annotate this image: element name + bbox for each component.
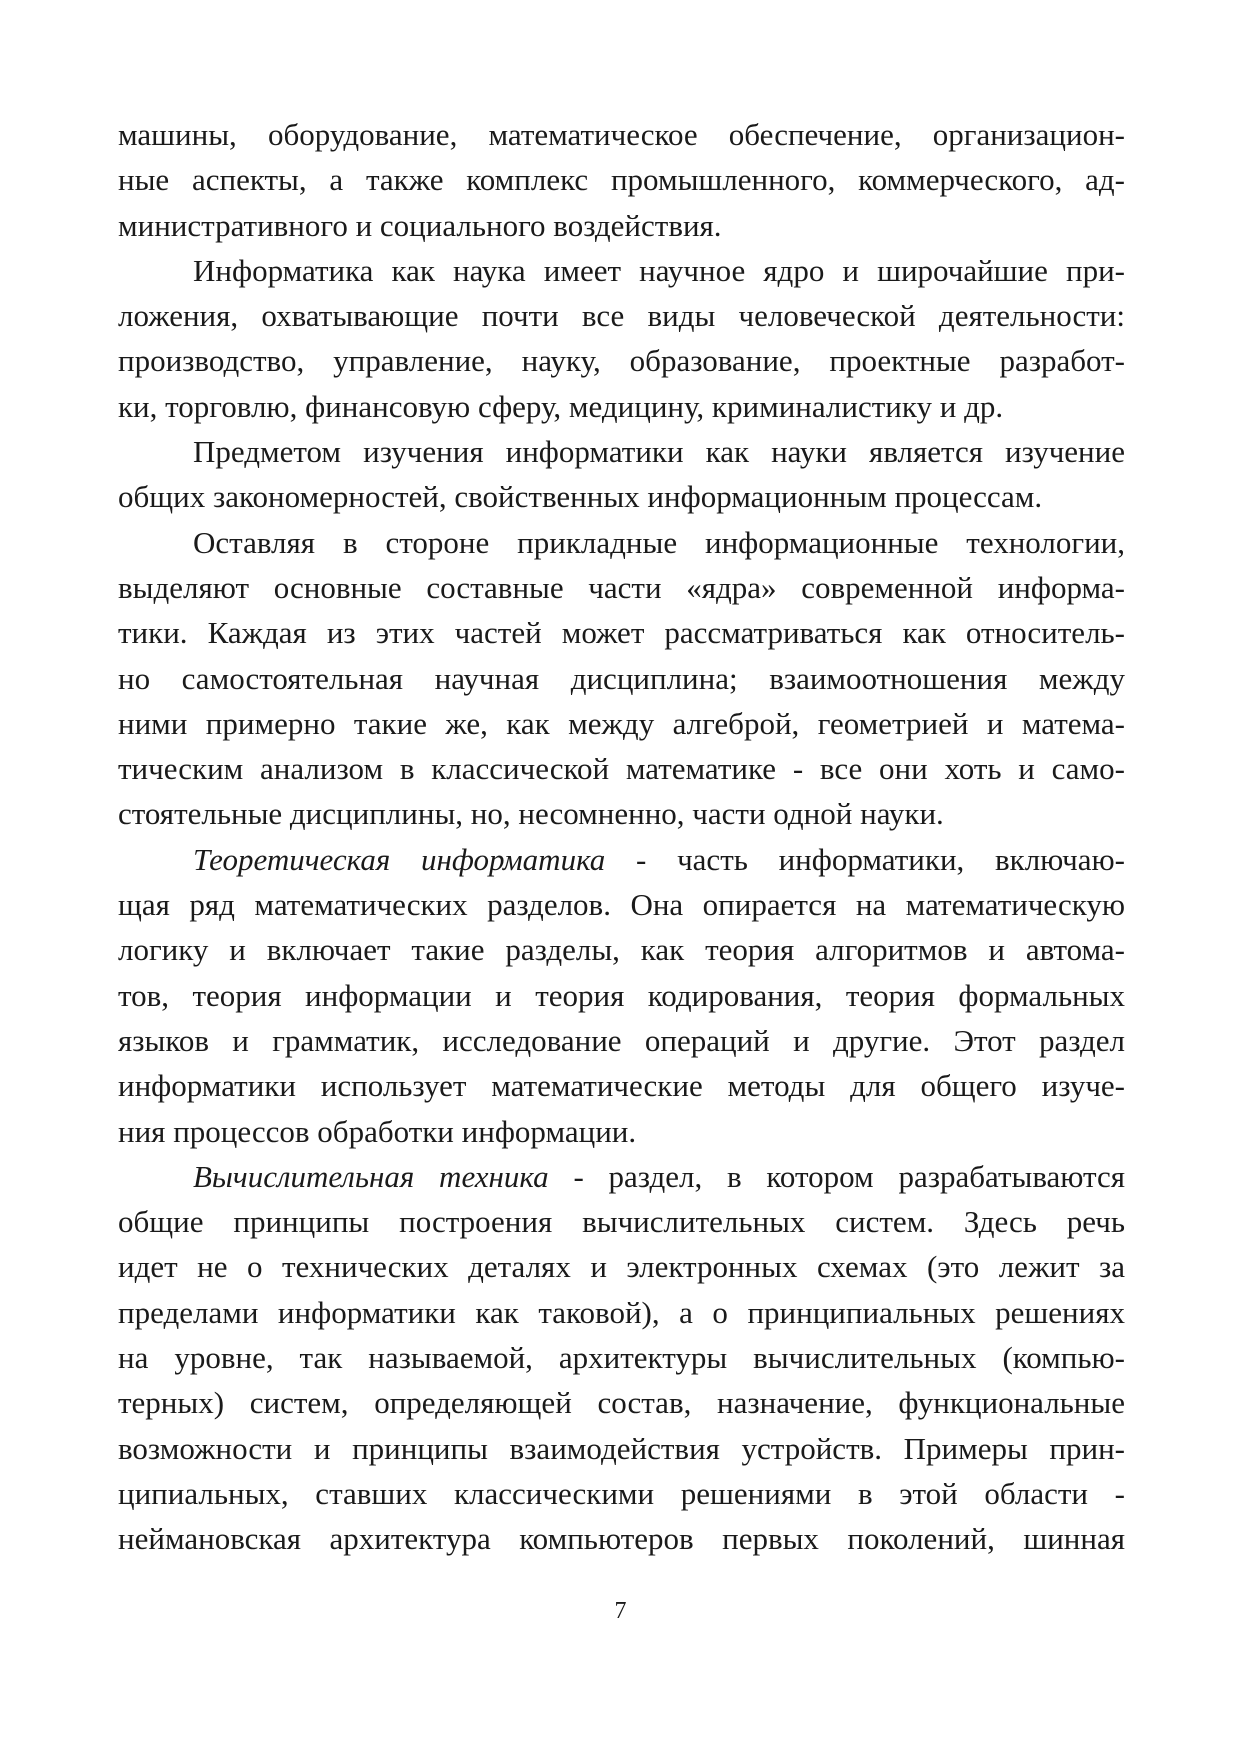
text-line: машины, оборудование, математическое обеспечение, организацион- [118,117,1125,152]
text-line: неймановская архитектура компьютеров первых поколений, шинная [118,1521,1125,1557]
text-line: стоятельные дисциплины, но, несомненно, части одной науки. [118,796,944,832]
text-line: Информатика как наука имеет научное ядро и широчайшие при- [193,252,1125,288]
text-line: ки, торговлю, финансовую сферу, медицину, криминалистику и др. [118,388,1004,424]
text-line: терных) систем, определяющей состав, назначение, функциональные [118,1385,1125,1421]
text-line: выделяют основные составные части «ядра» современной информа- [118,569,1125,605]
text-line: ципиальных, ставших классическими решениями в этой области - [118,1475,1125,1511]
term-computing-technology: Вычислительная техника [193,1158,549,1194]
text-line: идет не о технических деталях и электронных схемах (это лежит за [118,1249,1125,1285]
term-theoretical-informatics: Теоретическая информатика [193,841,606,877]
text-line: министративного и социального воздействия. [118,207,722,243]
text-line [118,837,1125,882]
text-line: информатики использует математические методы для общего изуче- [118,1068,1125,1104]
text-line: ложения, охватывающие почти все виды человеческой деятельности: [118,298,1125,334]
text-line: ними примерно такие же, как между алгеброй, геометрией и матема- [118,705,1125,741]
text-line: тов, теория информации и теория кодирования, теория формальных [118,977,1125,1013]
text-line: общих закономерностей, свойственных информационным процессам. [118,479,1043,515]
text-line [118,1154,1125,1199]
text-span: - раздел, в котором разрабатываются [548,1158,1125,1194]
text-line: логику и включает такие разделы, как теория алгоритмов и автома- [118,932,1125,968]
text-line: общие принципы построения вычислительных систем. Здесь речь [118,1204,1125,1240]
text-line: возможности и принципы взаимодействия устройств. Примеры прин- [118,1430,1125,1466]
text-line: щая ряд математических разделов. Она опирается на математическую [118,887,1125,923]
text-line: Оставляя в стороне прикладные информационные технологии, [193,524,1125,560]
text-line: тики. Каждая из этих частей может рассматриваться как относитель- [118,615,1125,651]
text-line: ные аспекты, а также комплекс промышленного, коммерческого, ад- [118,162,1125,198]
text-span: - часть информатики, включаю- [605,841,1125,877]
text-line: но самостоятельная научная дисциплина; взаимоотношения между [118,660,1125,696]
text-line: тическим анализом в классической математике - все они хоть и само- [118,751,1125,787]
text-line: пределами информатики как таковой), а о принципиальных решениях [118,1294,1125,1330]
text-line: на уровне, так называемой, архитектуры вычислительных (компью- [118,1340,1125,1376]
text-line: Предметом изучения информатики как науки является изучение [193,434,1125,470]
text-line: языков и грамматик, исследование операций и другие. Этот раздел [118,1022,1125,1058]
page-body [118,112,1125,1562]
page-number: 7 [614,1598,627,1624]
text-line: производство, управление, науку, образование, проектные разработ- [118,343,1125,379]
text-line: ния процессов обработки информации. [118,1113,637,1149]
